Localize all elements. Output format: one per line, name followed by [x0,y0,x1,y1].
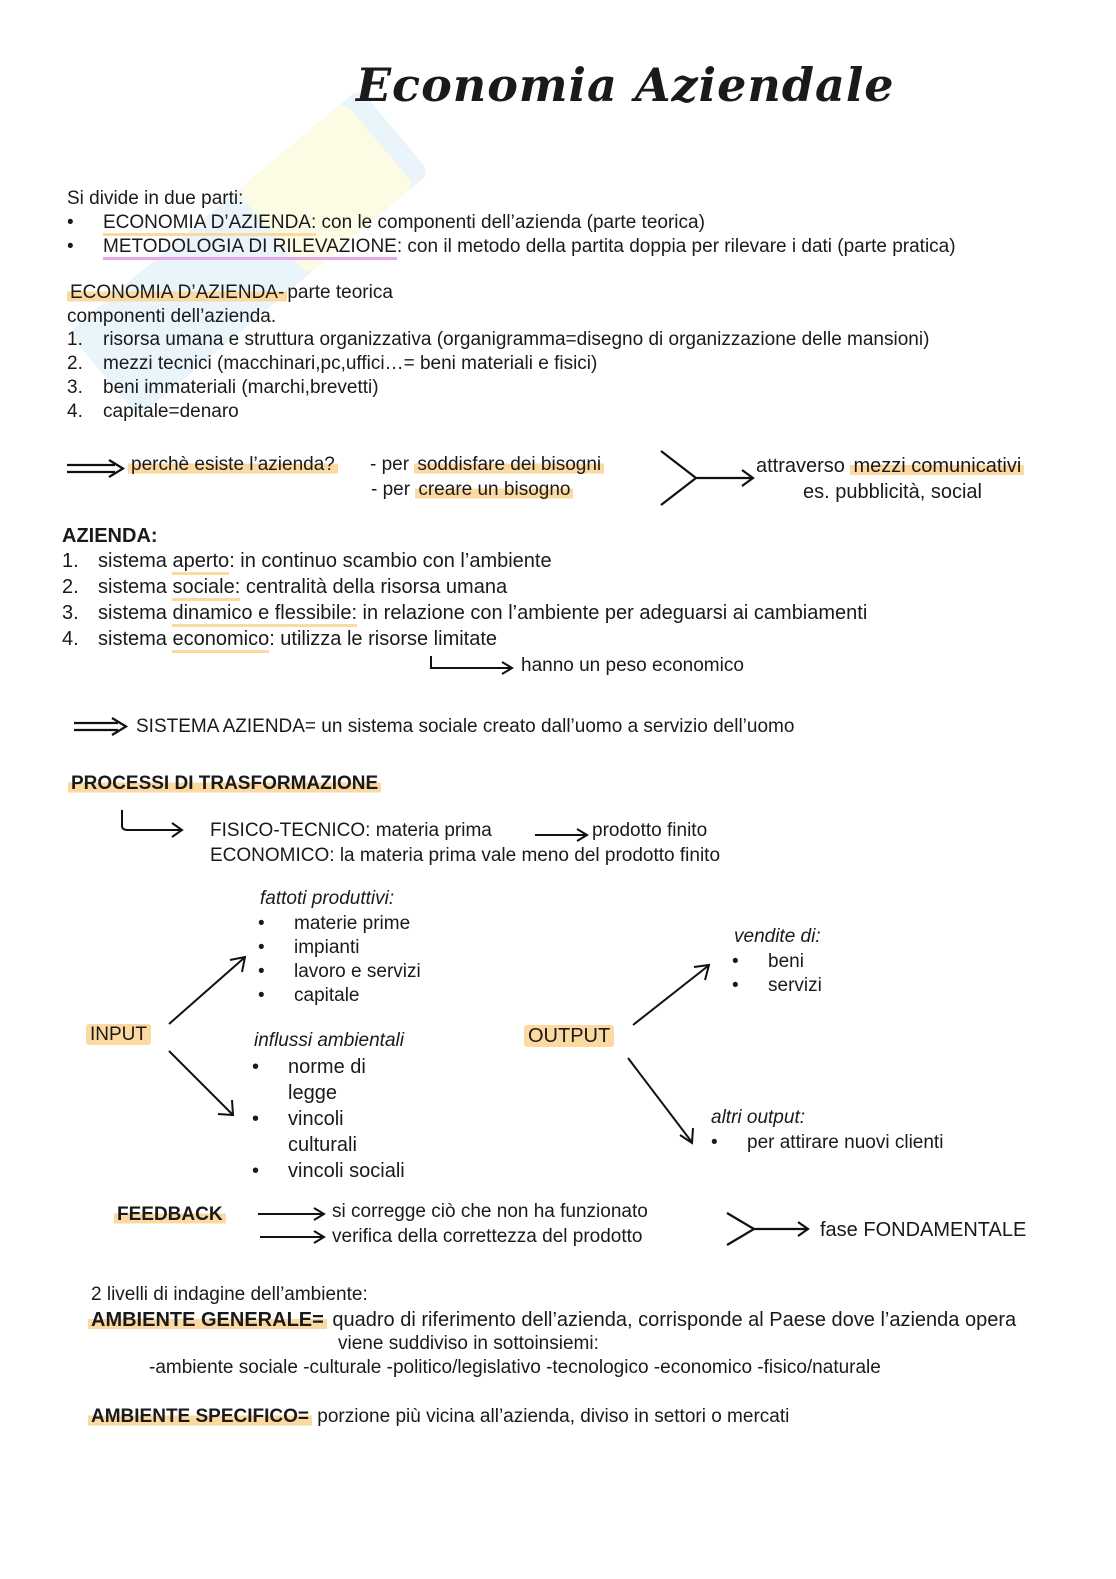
influssi-list [252,1054,405,1184]
sistema-azienda: SISTEMA AZIENDA= un sistema sociale creato dall’uomo a servizio dell’uomo [136,716,795,737]
intro-lead: Si divide in due parti: [67,188,244,209]
perche-answer-1: - per soddisfare dei bisogni [370,454,604,477]
altri-heading: altri output: [711,1107,805,1128]
azienda-list [62,548,867,652]
arrow-right-icon [533,826,591,844]
ambiente-specifico: AMBIENTE SPECIFICO= porzione più vicina all’azienda, diviso in settori o mercati [88,1406,789,1429]
perche-via: attraverso mezzi comunicativi [756,454,1024,478]
list-item: • lavoro e servizi [258,961,421,982]
economia-heading: ECONOMIA D’AZIENDA- parte teorica [67,282,393,305]
list-item: • capitale [258,985,360,1006]
arrow-down-right-icon [166,1048,246,1123]
vendite-list [732,950,822,998]
merge-arrow-icon [658,448,758,508]
hook-arrow-icon [428,654,518,678]
azienda-note: hanno un peso economico [521,655,744,676]
vendite-heading: vendite di: [734,926,821,947]
processi-heading: PROCESSI DI TRASFORMAZIONE [68,773,381,796]
list-item: • METODOLOGIA DI RILEVAZIONE: con il metodo della partita doppia per rilevare i dati (parte pratica) [67,235,956,259]
fattori-heading: fattoti produttivi: [260,888,395,909]
ambiente-generale-list: -ambiente sociale -culturale -politico/legislativo -tecnologico -economico -fisico/naturale [149,1357,881,1378]
list-item: 4. sistema economico: utilizza le risorse limitate [62,626,867,652]
double-arrow-icon [65,458,127,480]
output-label: OUTPUT [524,1024,614,1048]
feedback-line-1: si corregge ciò che non ha funzionato [332,1201,648,1222]
perche-answer-2: - per creare un bisogno [371,479,573,502]
feedback-label: FEEDBACK [114,1204,226,1227]
arrow-down-right-icon [625,1055,700,1147]
list-item: • servizi [732,975,822,996]
list-item: 1. sistema aperto: in continuo scambio con l’ambiente [62,548,867,574]
list-item: • per attirare nuovi clienti [711,1132,944,1153]
perche-question: perchè esiste l’azienda? [128,454,338,477]
ambiente-lead: 2 livelli di indagine dell’ambiente: [91,1284,368,1305]
merge-arrow-icon [724,1210,814,1248]
processi-economico: ECONOMICO: la materia prima vale meno del prodotto finito [210,845,721,866]
list-item: • ECONOMIA D’AZIENDA: con le componenti dell’azienda (parte teorica) [67,211,956,235]
intro-list [67,211,956,259]
list-item: • vincoli sociali [252,1160,405,1182]
processi-fisico: FISICO-TECNICO: materia prima [210,820,492,841]
list-item: 1. risorsa umana e struttura organizzativa (organigramma=disegno di organizzazione delle mansioni) [67,329,930,350]
feedback-line-2: verifica della correttezza del prodotto [332,1226,643,1247]
fattori-list [258,912,421,1008]
list-item: legge [288,1082,337,1104]
list-item: 4. capitale=denaro [67,401,239,422]
list-item: • impianti [258,937,360,958]
list-item: • norme di [252,1056,366,1078]
list-item: • vincoli [252,1108,344,1130]
arrow-up-right-icon [166,950,256,1030]
economia-list [67,328,929,424]
list-item: 3. beni immateriali (marchi,brevetti) [67,377,379,398]
processi-fisico-result: prodotto finito [592,820,708,841]
influssi-heading: influssi ambientali [254,1030,404,1051]
altri-list [711,1131,943,1155]
hook-arrow-icon [118,808,188,838]
list-item: 2. mezzi tecnici (macchinari,pc,uffici…= beni materiali e fisici) [67,353,598,374]
economia-sub: componenti dell’azienda. [67,306,277,327]
ambiente-generale: AMBIENTE GENERALE= quadro di riferimento dell’azienda, corrisponde al Paese dove l’azienda opera [88,1308,1016,1332]
azienda-heading: AZIENDA: [62,525,158,547]
ambiente-generale-text-2: viene suddiviso in sottoinsiemi: [338,1333,599,1354]
list-item: 2. sistema sociale: centralità della risorsa umana [62,574,867,600]
list-item: culturali [288,1134,357,1156]
double-arrow-icon [72,716,132,738]
page-title: Economia Aziendale [356,58,895,112]
list-item: 3. sistema dinamico e flessibile: in relazione con l’ambiente per adeguarsi ai cambiamenti [62,600,867,626]
double-arrow-right-icon [256,1205,328,1245]
input-label: INPUT [86,1024,151,1047]
list-item: • beni [732,951,804,972]
perche-example: es. pubblicità, social [803,481,982,503]
feedback-result: fase FONDAMENTALE [820,1219,1027,1241]
list-item: • materie prime [258,913,411,934]
arrow-up-right-icon [630,960,715,1030]
